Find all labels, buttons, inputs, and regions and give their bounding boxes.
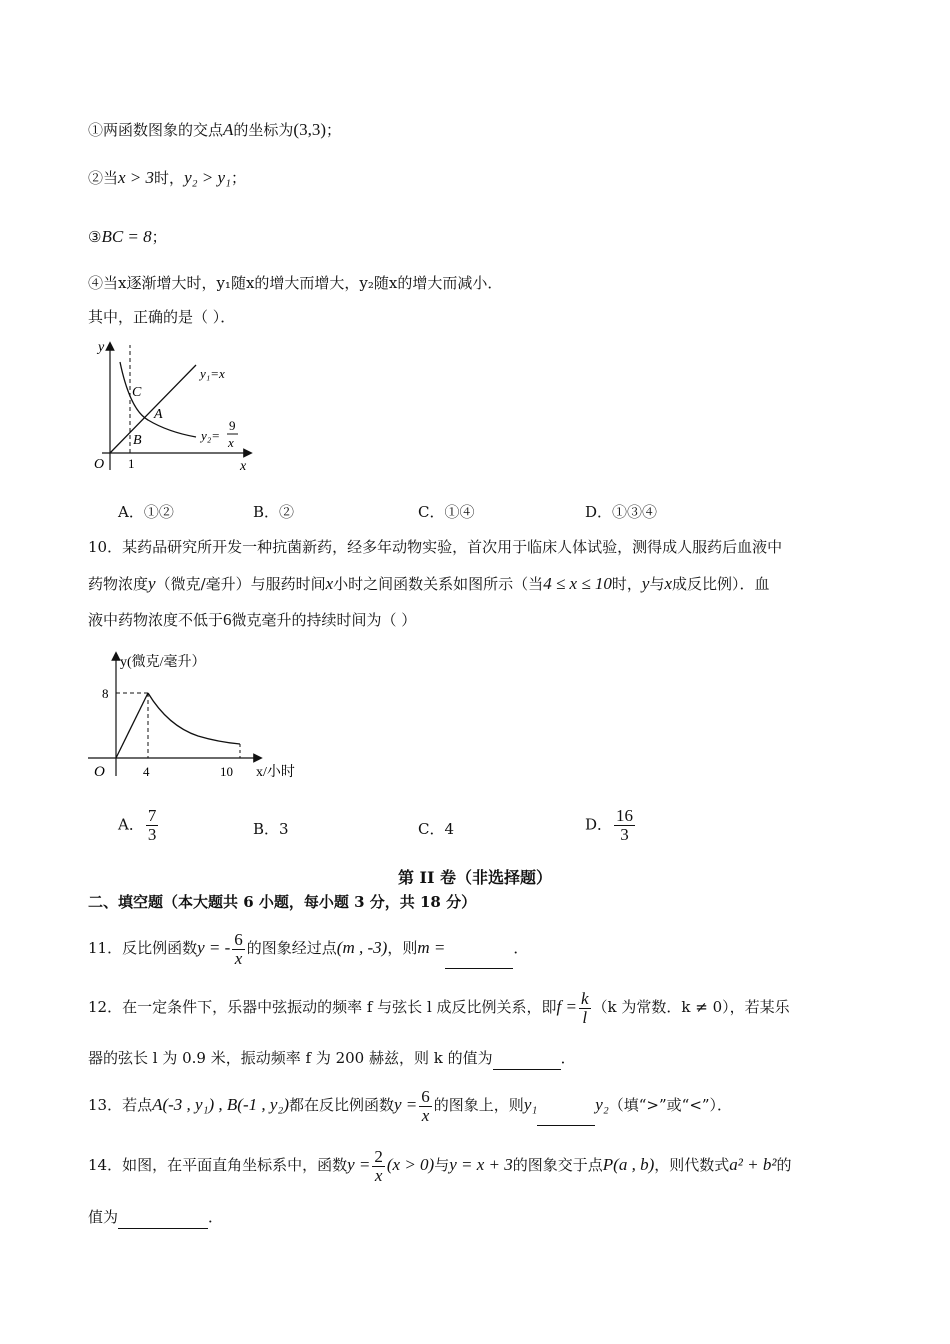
q13-num: 6 [421, 1086, 430, 1106]
q10-line-1: 10．某药品研究所开发一种抗菌新药，经多年动物实验，首次用于临床人体试验，测得成人服药后血液中 [88, 538, 783, 556]
q10-x-label: x/小时 [256, 765, 295, 780]
q10-origin: O [94, 764, 105, 780]
q9-curve2-den: x [228, 435, 234, 450]
q14-answer-blank[interactable] [118, 1206, 208, 1229]
part-2-title: 二、填空题（本大题共 6 小题，每小题 3 分，共 18 分） [88, 893, 477, 911]
q14-expr: a² + b² [729, 1155, 777, 1174]
q9-s1-mid: 的坐标为 [233, 121, 294, 139]
q9-s3-expr: BC = 8 [101, 227, 152, 246]
q10-tick-4: 4 [143, 764, 150, 779]
q10-l2-a: 药物浓度 [88, 575, 149, 593]
q10-l3-num: 6 [223, 610, 232, 629]
q9-s3-text: ③ [88, 228, 102, 246]
q9-s2-text: ②当 [88, 169, 119, 187]
q14-fn2: y = x + 3 [449, 1155, 513, 1174]
q11-mid: 的图象经过点 [246, 939, 337, 957]
q14-num: 2 [374, 1146, 383, 1166]
q10-l3-b: 微克毫升的持续时间为（ ） [231, 611, 417, 629]
q14-post: ，则代数式 [654, 1156, 730, 1174]
q9-line-y1 [110, 365, 196, 453]
q12-den: l [582, 1007, 588, 1027]
q13-pre: 13．若点 [88, 1096, 153, 1114]
q10-tick-10: 10 [220, 764, 233, 779]
q10-l2-e: 与 [649, 575, 665, 593]
q10-option-d-num: 16 [616, 806, 634, 825]
q9-s3-end: ； [151, 228, 167, 246]
q14-point: P(a , b) [602, 1155, 655, 1174]
q9-statement-1 [88, 119, 341, 141]
q9-label-A: A [154, 407, 163, 422]
q9-y-label: y [98, 340, 105, 355]
q12-mid: （k 为常数．k ≠ 0），若某乐 [592, 998, 790, 1016]
q10-y-label: y(微克/毫升） [120, 655, 206, 670]
q9-graph [88, 340, 258, 475]
q13-y2: y₂ [595, 1095, 609, 1114]
q11-post: ，则 [387, 939, 418, 957]
q14-line-1 [88, 1145, 791, 1185]
q12-pre: 12．在一定条件下，乐器中弦振动的频率 f 与弦长 l 成反比例关系，即 [88, 998, 557, 1016]
q9-line1-label: y₁=x [200, 366, 225, 381]
q9-curve2-num: 9 [229, 418, 236, 433]
q9-option-d[interactable]: D．①③④ [585, 503, 658, 521]
q10-option-b[interactable]: B．3 [253, 820, 289, 838]
q9-origin: O [94, 457, 105, 472]
q14-pre: 14．如图，在平面直角坐标系中，函数 [88, 1156, 348, 1174]
q10-line-2 [88, 573, 770, 595]
q10-l2-var3: y [641, 574, 650, 593]
q13-mid: 都在反比例函数 [289, 1096, 395, 1114]
q11-var: m = [417, 938, 446, 957]
q11-fn: y = - [197, 938, 231, 957]
q9-s1-text: ①两函数图象的交点 [88, 121, 224, 139]
q9-s2-end: ； [230, 169, 246, 187]
q10-l3-a: 液中药物浓度不低于 [88, 611, 224, 629]
q10-l2-d: 时， [611, 575, 642, 593]
q9-curve2-label: y₂= [201, 428, 221, 443]
q11-answer-blank[interactable] [445, 928, 513, 969]
q13 [88, 1085, 732, 1126]
q14-end: 的 [776, 1156, 792, 1174]
q14-fn: y = [347, 1155, 371, 1174]
q13-fn: y = [394, 1095, 418, 1114]
q11-num: 6 [234, 929, 243, 949]
q11 [88, 928, 528, 969]
q10-l2-c: 小时之间函数关系如图所示（当 [333, 575, 544, 593]
q9-option-a[interactable]: A．①② [118, 503, 174, 521]
q10-tick-8: 8 [102, 686, 109, 701]
section-2-title: 第 II 卷（非选择题） [397, 868, 553, 887]
q9-s1-end: ； [326, 121, 342, 139]
q11-den: x [234, 948, 243, 968]
q14-cond: (x > 0) [386, 1155, 435, 1174]
q9-question: 其中，正确的是（ ）． [88, 308, 236, 326]
q10-l2-cond: 4 ≤ x ≤ 10 [543, 574, 612, 593]
q9-s2-mid: 时， [154, 169, 185, 187]
q9-statement-2 [88, 167, 246, 189]
q9-statement-4: ④当x逐渐增大时，y₁随x的增大而增大，y₂随x的增大而减小． [88, 274, 503, 292]
q9-s2-cond: x > 3 [118, 168, 155, 187]
q10-decay-curve [148, 693, 240, 744]
q11-pre: 11．反比例函数 [88, 939, 198, 957]
q13-post: 的图象上，则 [433, 1096, 524, 1114]
q9-label-B: B [133, 433, 142, 448]
q9-s1-var: A [223, 120, 234, 139]
q10-option-a-num: 7 [147, 806, 157, 825]
q13-den: x [421, 1105, 430, 1125]
q10-option-a[interactable] [118, 807, 160, 844]
q10-l2-f: 成反比例）．血 [672, 575, 770, 593]
q10-line-3 [88, 609, 416, 631]
q12-fn: f = [556, 997, 577, 1016]
q13-answer-blank[interactable] [537, 1085, 595, 1126]
q9-option-c[interactable]: C．①④ [418, 503, 475, 521]
q9-tick-1: 1 [128, 456, 135, 471]
q12-line-1 [88, 987, 790, 1027]
q12-end: ． [560, 1049, 576, 1067]
q14-line-2 [88, 1206, 223, 1229]
q11-point: (m , -3) [336, 938, 388, 957]
q12-line2-text: 器的弦长 l 为 0.9 米，振动频率 f 为 200 赫兹，则 k 的值为 [88, 1049, 493, 1067]
q10-option-a-label: A． [118, 815, 144, 834]
q10-l2-var4: x [664, 574, 673, 593]
q14-mid2: 的图象交于点 [512, 1156, 603, 1174]
q9-x-label: x [240, 459, 247, 474]
q10-l2-var: y [148, 574, 156, 593]
q13-end: （填“>”或“<”）． [608, 1096, 733, 1114]
q9-statement-3 [88, 226, 167, 248]
q13-y1: y₁ [523, 1095, 538, 1114]
q12-line-2 [88, 1047, 576, 1070]
q12-num: k [580, 988, 589, 1008]
q9-label-C: C [132, 385, 142, 400]
q10-option-c[interactable]: C．4 [418, 820, 455, 838]
q14-line2-text: 值为 [88, 1208, 119, 1226]
q14-mid: 与 [434, 1156, 450, 1174]
q10-graph [88, 648, 303, 783]
q12-answer-blank[interactable] [493, 1047, 561, 1070]
q14-den: x [374, 1165, 383, 1185]
q10-option-d[interactable] [585, 807, 637, 844]
q13-points: A(-3 , y₁) , B(-1 , y₂) [152, 1095, 289, 1114]
q10-option-a-den: 3 [147, 825, 157, 844]
q10-rise-segment [116, 693, 148, 758]
q14-line2-end: ． [208, 1208, 224, 1226]
q9-option-b[interactable]: B．② [253, 503, 295, 521]
q11-end: ． [513, 939, 529, 957]
q10-l2-b: （微克/毫升）与服药时间 [155, 575, 326, 593]
q10-option-d-label: D． [585, 815, 613, 834]
q9-s1-coord: (3,3) [293, 120, 326, 139]
q9-s2-rel: y₂ > y₁ [184, 168, 231, 187]
q10-option-d-den: 3 [620, 825, 629, 844]
q10-l2-var2: x [325, 574, 334, 593]
